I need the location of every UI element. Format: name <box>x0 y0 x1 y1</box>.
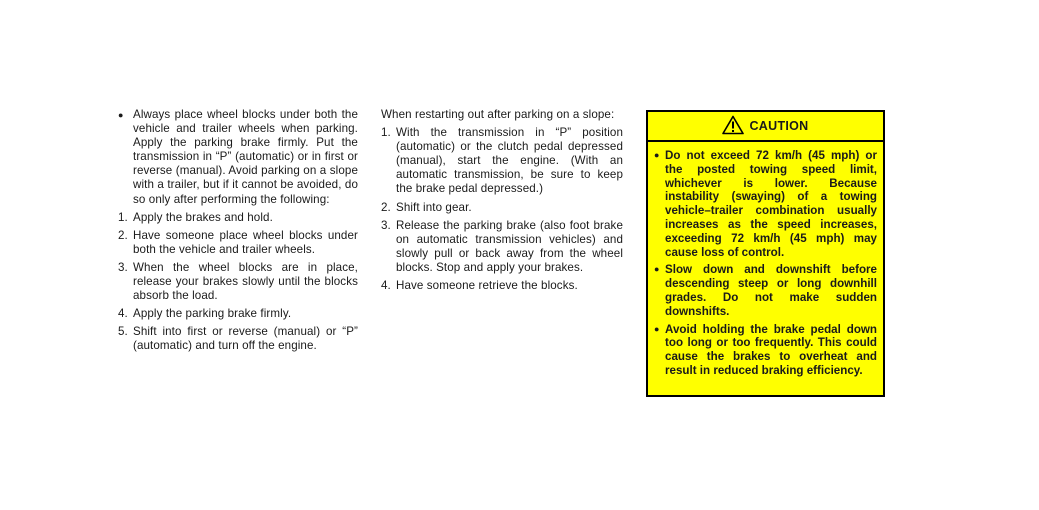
step-text: With the transmission in “P” position (automatic) or the clutch pedal depressed (manual), start the engine. (With an automatic transmission, be sure to keep the brake pedal depressed.) <box>396 126 623 196</box>
bullet-icon: ● <box>654 264 660 275</box>
step-number: 3. <box>118 260 128 274</box>
step-text: Have someone place wheel blocks under both the vehicle and trailer wheels. <box>133 228 358 256</box>
step-text: Apply the parking brake firmly. <box>133 307 292 321</box>
step-item <box>118 261 358 303</box>
step-number: 2. <box>381 200 391 214</box>
middle-column <box>381 108 623 297</box>
caution-body <box>648 142 883 378</box>
step-number: 1. <box>118 210 128 224</box>
step-item <box>118 229 358 257</box>
left-column <box>118 108 358 358</box>
caution-box <box>646 110 885 397</box>
caution-text: Avoid holding the brake pedal down too long or too frequently. This could cause the brakes to overheat and result in reduced braking efficiency. <box>665 322 877 377</box>
step-text: Shift into gear. <box>396 200 472 214</box>
bullet-item <box>118 108 358 207</box>
caution-header <box>648 112 883 142</box>
step-text: Have someone retrieve the blocks. <box>396 279 578 293</box>
step-number: 2. <box>118 228 128 242</box>
step-text: When the wheel blocks are in place, release your brakes slowly until the blocks absorb the load. <box>133 260 358 303</box>
caution-item <box>654 149 877 259</box>
step-item <box>381 219 623 275</box>
step-item <box>381 126 623 196</box>
caution-title: CAUTION <box>749 119 809 133</box>
step-number: 3. <box>381 218 391 232</box>
step-item <box>118 325 358 353</box>
step-text: Shift into first or reverse (manual) or “P” (automatic) and turn off the engine. <box>133 325 358 353</box>
caution-item <box>654 323 877 378</box>
step-item <box>381 279 623 293</box>
step-number: 4. <box>118 307 128 321</box>
step-number: 4. <box>381 279 391 293</box>
caution-item <box>654 263 877 318</box>
bullet-icon: ● <box>654 150 660 160</box>
step-item <box>381 201 623 215</box>
bullet-icon: ● <box>654 323 660 334</box>
step-number: 5. <box>118 325 128 339</box>
step-text: Release the parking brake (also foot brake on automatic transmission vehicles) and slowly pull or back away from the wheel blocks. Stop and apply your brakes. <box>396 218 623 274</box>
step-number: 1. <box>381 126 391 140</box>
caution-text: Do not exceed 72 km/h (45 mph) or the posted towing speed limit, whichever is lower. Because instability (swaying) of a towing vehicle–trailer combination usually increases as the speed increases, exceeding 72 km/h (45 mph) may cause loss of control. <box>665 149 877 259</box>
warning-triangle-icon <box>722 115 744 138</box>
caution-text: Slow down and downshift before descending steep or long downhill grades. Do not make sudden downshifts. <box>665 263 877 318</box>
intro-text: When restarting out after parking on a slope: <box>381 108 615 121</box>
bullet-icon: ● <box>118 110 124 120</box>
step-item <box>118 307 358 321</box>
bullet-text: Always place wheel blocks under both the vehicle and trailer wheels when parking. Apply the parking brake firmly. Put the transmission in “P” (automatic) or in first or reverse (manual). Avoid parking on a slope with a trailer, but if it cannot be avoided, do so only after performing the following: <box>133 108 358 206</box>
step-item <box>118 211 358 225</box>
step-text: Apply the brakes and hold. <box>133 210 273 224</box>
